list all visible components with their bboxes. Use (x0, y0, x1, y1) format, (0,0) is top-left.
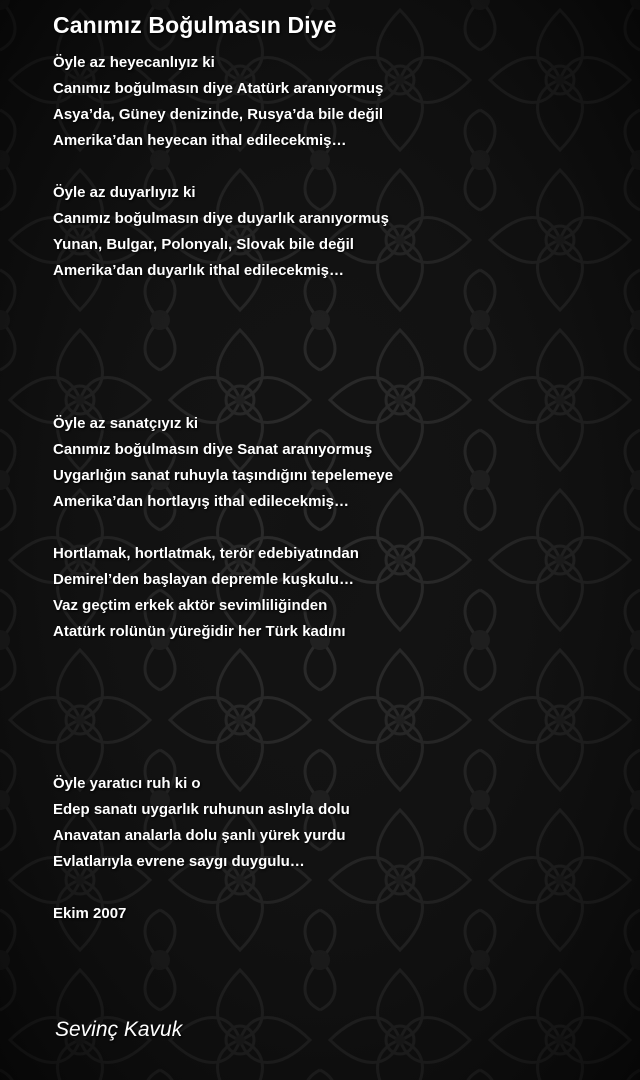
poem-line: Evlatlarıyla evrene saygı duygulu… (53, 853, 305, 870)
poem-line: Vaz geçtim erkek aktör sevimliliğinden (53, 597, 328, 614)
stanza-3 (53, 411, 393, 515)
poem-line: Canımız boğulmasın diye Sanat aranıyormuş (53, 441, 373, 458)
poem-line: Amerika’dan hortlayış ithal edilecekmiş… (53, 493, 349, 510)
poem-line: Canımız boğulmasın diye duyarlık aranıyormuş (53, 210, 389, 227)
poem-line: Edep sanatı uygarlık ruhunun aslıyla dolu (53, 801, 350, 818)
poem-line: Hortlamak, hortlatmak, terör edebiyatından (53, 545, 359, 562)
poem-line: Öyle az heyecanlıyız ki (53, 54, 215, 71)
poem-line: Uygarlığın sanat ruhuyla taşındığını tepelemeye (53, 467, 394, 484)
poem-line: Öyle az sanatçıyız ki (53, 415, 199, 432)
author-signature: Sevinç Kavuk (55, 1018, 183, 1041)
poem-line: Yunan, Bulgar, Polonyalı, Slovak bile değil (53, 236, 354, 253)
poem-date (53, 901, 126, 927)
poem-line: Amerika’dan heyecan ithal edilecekmiş… (53, 132, 347, 149)
poem-title: Canımız Boğulmasın Diye (53, 12, 337, 38)
poem-line: Asya’da, Güney denizinde, Rusya’da bile değil (53, 106, 384, 123)
stanza-2 (53, 180, 389, 284)
poem-line: Anavatan analarla dolu şanlı yürek yurdu (53, 827, 346, 844)
stanza-4 (53, 541, 359, 645)
poem-line: Amerika’dan duyarlık ithal edilecekmiş… (53, 262, 344, 279)
poem-line: Öyle yaratıcı ruh ki o (53, 775, 201, 792)
poem-line: Öyle az duyarlıyız ki (53, 184, 196, 201)
poem-line: Demirel’den başlayan depremle kuşkulu… (53, 571, 354, 588)
stanza-5 (53, 771, 350, 875)
poem-line: Canımız boğulmasın diye Atatürk aranıyormuş (53, 80, 384, 97)
poem-line: Atatürk rolünün yüreğidir her Türk kadını (53, 623, 346, 640)
date-line: Ekim 2007 (53, 905, 127, 922)
stanza-1 (53, 50, 383, 154)
